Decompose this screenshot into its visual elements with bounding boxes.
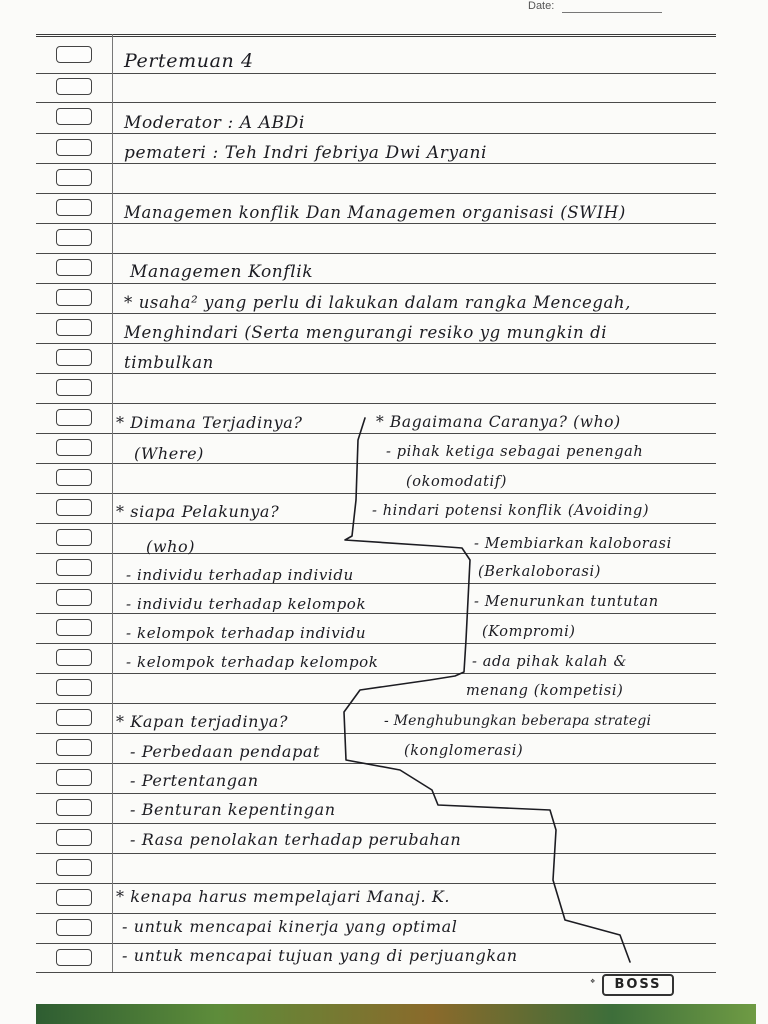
how-heading: * Bagaimana Caranya? (who) xyxy=(376,413,621,431)
how-item: (Berkaloborasi) xyxy=(478,564,601,580)
where-heading: * Dimana Terjadinya? xyxy=(116,413,303,432)
definition-line: timbulkan xyxy=(124,353,214,372)
who-heading: * siapa Pelakunya? xyxy=(116,502,280,521)
how-item: - hindari potensi konflik (Avoiding) xyxy=(372,503,650,519)
who-item: - kelompok terhadap individu xyxy=(126,624,367,642)
who-item: - individu terhadap individu xyxy=(126,566,354,584)
how-item: (konglomerasi) xyxy=(404,743,524,759)
when-item: - Benturan kepentingan xyxy=(130,800,336,819)
how-item: (okomodatif) xyxy=(406,474,507,490)
why-item: - untuk mencapai kinerja yang optimal xyxy=(122,917,458,936)
definition-line: * usaha² yang perlu di lakukan dalam rangka Mencegah, xyxy=(124,293,631,312)
pemateri-line: pemateri : Teh Indri febriya Dwi Aryani xyxy=(124,143,488,163)
how-item: menang (kompetisi) xyxy=(466,683,624,699)
when-item: - Perbedaan pendapat xyxy=(130,742,321,761)
why-item: - untuk mencapai tujuan yang di perjuangkan xyxy=(122,946,518,965)
how-item: (Kompromi) xyxy=(482,624,576,640)
brand-logo: BOSS xyxy=(602,974,674,996)
why-heading: * kenapa harus mempelajari Manaj. K. xyxy=(116,887,451,906)
when-heading: * Kapan terjadinya? xyxy=(116,712,289,731)
who-item: - individu terhadap kelompok xyxy=(126,595,367,613)
where-sub: (Where) xyxy=(134,444,205,463)
section-heading: Managemen Konflik xyxy=(130,262,314,282)
how-item: - pihak ketiga sebagai penengah xyxy=(386,444,644,460)
how-item: - Menghubungkan beberapa strategi xyxy=(384,713,652,729)
how-item: - ada pihak kalah & xyxy=(472,654,627,670)
how-item: - Menurunkan tuntutan xyxy=(474,594,659,610)
how-item: - Membiarkan kaloborasi xyxy=(474,536,672,552)
when-item: - Pertentangan xyxy=(130,771,259,790)
background-strip xyxy=(36,1004,756,1024)
moderator-line: Moderator : A ABDi xyxy=(124,113,305,133)
brand-mark-small: ❖ xyxy=(590,978,596,985)
who-item: - kelompok terhadap kelompok xyxy=(126,653,379,671)
when-item: - Rasa penolakan terhadap perubahan xyxy=(130,830,462,849)
who-sub: (who) xyxy=(146,537,196,556)
notes-title: Pertemuan 4 xyxy=(124,50,254,72)
date-label: Date: xyxy=(528,0,555,12)
topic-line: Managemen konflik Dan Managemen organisasi (SWIH) xyxy=(124,203,626,222)
definition-line: Menghindari (Serta mengurangi resiko yg mungkin di xyxy=(124,323,608,342)
